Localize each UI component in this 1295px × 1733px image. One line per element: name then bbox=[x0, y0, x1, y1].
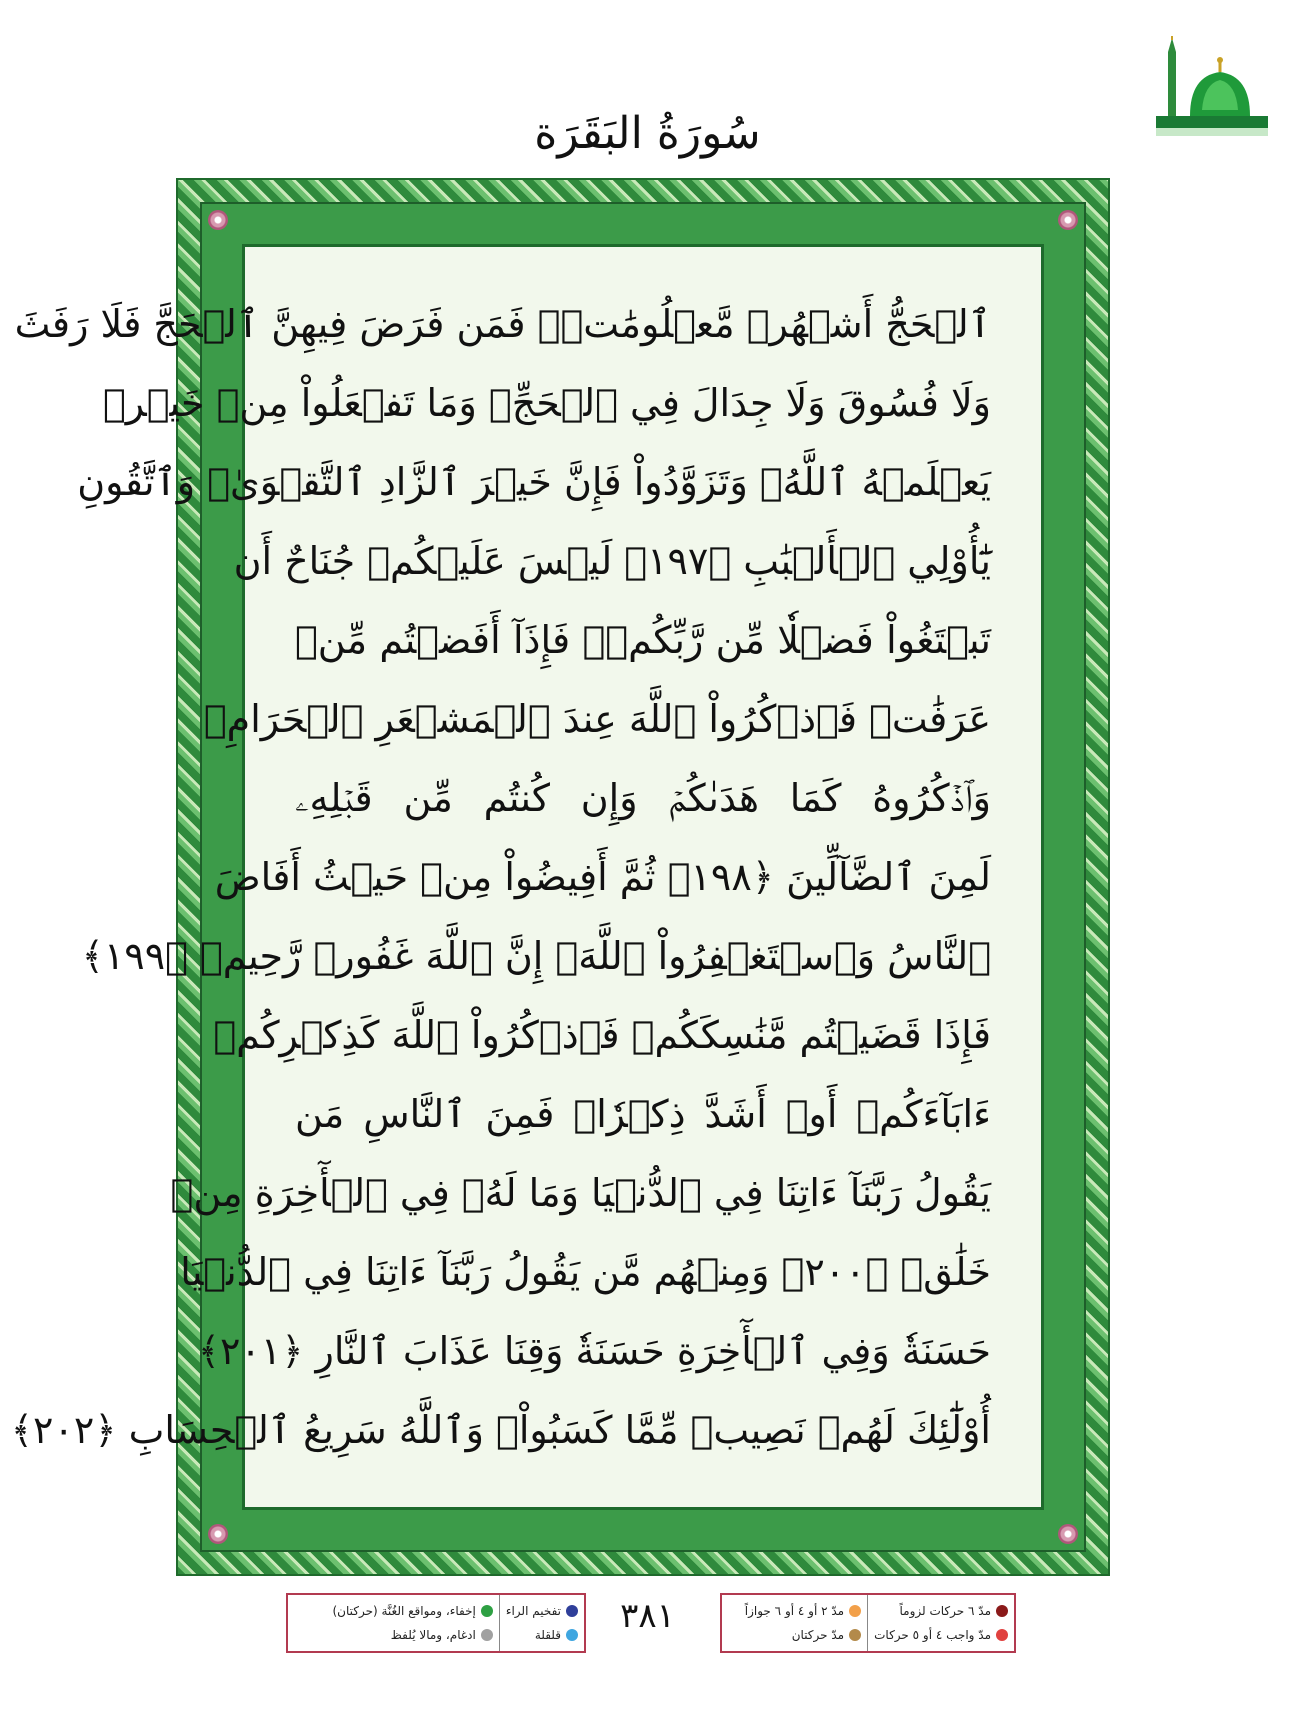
legend-label: مدّ ٢ أو ٤ أو ٦ جوازاً bbox=[744, 1604, 845, 1618]
ayah-line: لَمِنَ ٱلضَّآلِّينَ ﴿١٩٨﴾ ثُمَّ أَفِيضُواْ مِنۡ حَيۡثُ أَفَاضَ bbox=[214, 855, 991, 899]
legend-item bbox=[745, 1604, 861, 1618]
flower-ornament-icon bbox=[208, 210, 228, 230]
ayah-line: ٱلنَّاسُ وَٱسۡتَغۡفِرُواْ ٱللَّهَۚ إِنَّ ٱللَّهَ غَفُورٞ رَّحِيمٞ ﴿١٩٩﴾ bbox=[81, 934, 991, 978]
legend-label: مدّ واجب ٤ أو ٥ حركات bbox=[874, 1628, 991, 1642]
ayah-line: يَٰٓأُوْلِي ٱلۡأَلۡبَٰبِ ﴿١٩٧﴾ لَيۡسَ عَلَيۡكُمۡ جُنَاحٌ أَن bbox=[233, 539, 991, 583]
flower-ornament-icon bbox=[1058, 210, 1078, 230]
legend-item bbox=[874, 1628, 1008, 1642]
frame-border bbox=[10, 202, 1086, 1552]
legend-dot-icon bbox=[996, 1605, 1008, 1617]
ayah-line: فَإِذَا قَضَيۡتُم مَّنَٰسِكَكُمۡ فَٱذۡكُرُواْ ٱللَّهَ كَذِكۡرِكُمۡ bbox=[213, 1013, 991, 1057]
legend-item bbox=[874, 1604, 1008, 1618]
flower-ornament-icon bbox=[208, 1524, 228, 1544]
ayah-line: عَرَفَٰتٖ فَٱذۡكُرُواْ ٱللَّهَ عِندَ ٱلۡمَشۡعَرِ ٱلۡحَرَامِۖ bbox=[203, 697, 991, 741]
ayah-line: يَعۡلَمۡهُ ٱللَّهُۗ وَتَزَوَّدُواْ فَإِنَّ خَيۡرَ ٱلزَّادِ ٱلتَّقۡوَىٰۖ وَٱتَّقُونِ bbox=[77, 460, 991, 504]
legend-label: قلقلة bbox=[534, 1628, 561, 1642]
legend-label: مدّ ٦ حركات لزوماً bbox=[899, 1604, 991, 1618]
ayah-line: ءَابَآءَكُمۡ أَوۡ أَشَدَّ ذِكۡرٗاۗ فَمِنَ ٱلنَّاسِ مَن bbox=[295, 1092, 991, 1136]
text-panel bbox=[10, 244, 1044, 1510]
legend-dot-icon bbox=[849, 1605, 861, 1617]
legend-column bbox=[868, 1595, 1014, 1651]
tajweed-legend-right bbox=[720, 1593, 1016, 1653]
surah-title: سُورَةُ البَقَرَة bbox=[534, 108, 761, 159]
page-number: ٣٨١ bbox=[620, 1596, 675, 1636]
legend-label: مدّ حركتان bbox=[791, 1628, 845, 1642]
legend-dot-icon bbox=[849, 1629, 861, 1641]
page-frame bbox=[10, 178, 1110, 1576]
legend-dot-icon bbox=[996, 1629, 1008, 1641]
legend-item bbox=[745, 1628, 861, 1642]
ayah-line: يَقُولُ رَبَّنَآ ءَاتِنَا فِي ٱلدُّنۡيَا وَمَا لَهُۥ فِي ٱلۡأٓخِرَةِ مِنۡ bbox=[170, 1171, 991, 1215]
legend-label: تفخيم الراء bbox=[505, 1604, 561, 1618]
ayah-line: وَٱذۡكُرُوهُ كَمَا هَدَىٰكُمۡ وَإِن كُنتُم مِّن قَبۡلِهِۦ bbox=[295, 776, 991, 820]
legend-label: إخفاء، ومواقع الغُنَّة (حركتان) bbox=[332, 1604, 476, 1618]
flower-ornament-icon bbox=[1058, 1524, 1078, 1544]
ayah-text bbox=[10, 285, 991, 1467]
ayah-line: حَسَنَةٗ وَفِي ٱلۡأٓخِرَةِ حَسَنَةٗ وَقِنَا عَذَابَ ٱلنَّارِ ﴿٢٠١﴾ bbox=[197, 1329, 991, 1373]
legend-label: ادغام، ومالا يُلفظ bbox=[390, 1628, 476, 1642]
ayah-line: أُوْلَٰٓئِكَ لَهُمۡ نَصِيبٞ مِّمَّا كَسَبُواْۚ وَٱللَّهُ سَرِيعُ ٱلۡحِسَابِ ﴿٢٠٢﴾ bbox=[10, 1408, 991, 1452]
ayah-line: ٱلۡحَجُّ أَشۡهُرٞ مَّعۡلُومَٰتٞۚ فَمَن فَرَضَ فِيهِنَّ ٱلۡحَجَّ فَلَا رَفَثَ bbox=[14, 302, 991, 346]
legend-column bbox=[739, 1595, 868, 1651]
ayah-line: خَلَٰقٖ ﴿٢٠٠﴾ وَمِنۡهُم مَّن يَقُولُ رَبَّنَآ ءَاتِنَا فِي ٱلدُّنۡيَا bbox=[180, 1250, 991, 1294]
ayah-line: وَلَا فُسُوقَ وَلَا جِدَالَ فِي ٱلۡحَجِّۗ وَمَا تَفۡعَلُواْ مِنۡ خَيۡرٖ bbox=[102, 381, 991, 425]
ayah-line: تَبۡتَغُواْ فَضۡلٗا مِّن رَّبِّكُمۡۚ فَإِذَآ أَفَضۡتُم مِّنۡ bbox=[295, 618, 991, 662]
